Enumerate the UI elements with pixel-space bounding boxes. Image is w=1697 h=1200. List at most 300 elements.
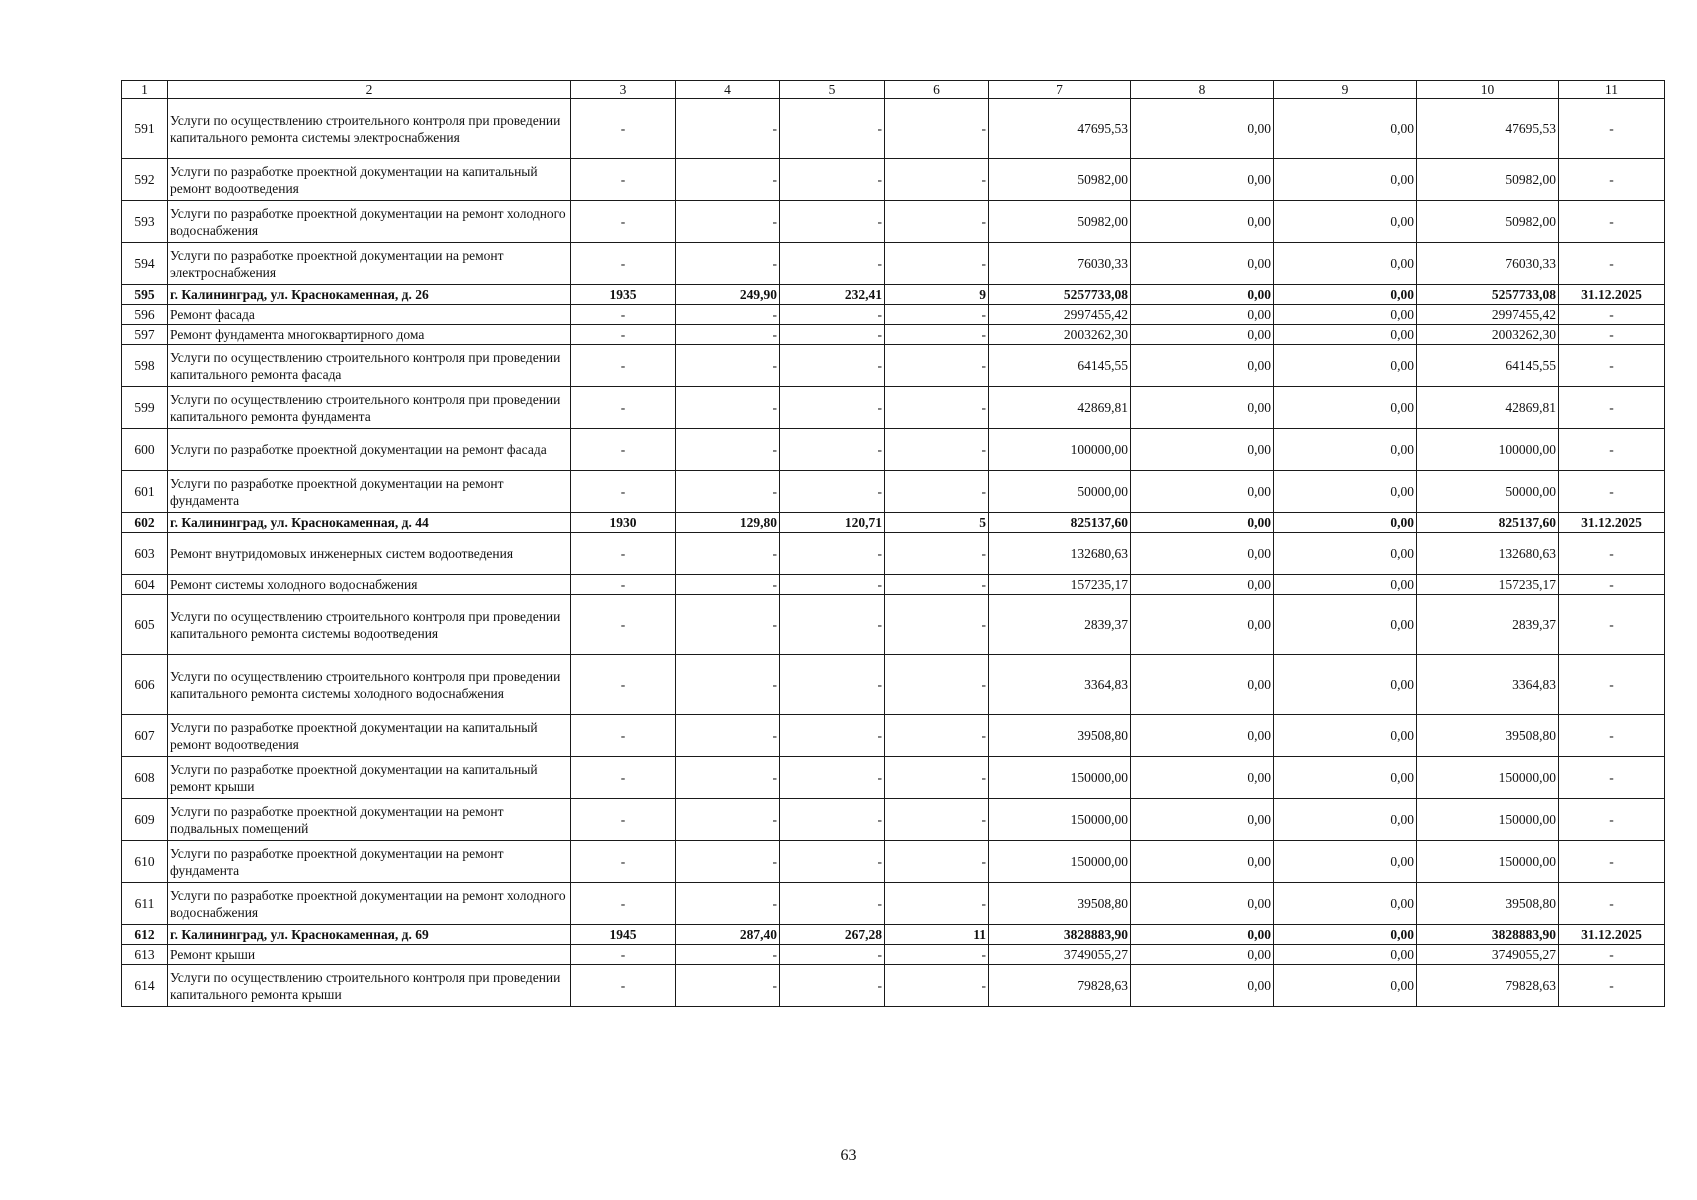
build-year-cell: - <box>571 305 676 325</box>
col-6-cell: - <box>885 655 989 715</box>
build-year-cell: - <box>571 325 676 345</box>
col-8-cell: 0,00 <box>1131 841 1274 883</box>
col-10-cell: 3749055,27 <box>1417 945 1559 965</box>
col-6-cell: - <box>885 201 989 243</box>
col-6-cell: - <box>885 757 989 799</box>
col-10-cell: 42869,81 <box>1417 387 1559 429</box>
col-5-cell: - <box>780 841 885 883</box>
build-year-cell: - <box>571 345 676 387</box>
total-cost-cell: 50000,00 <box>989 471 1131 513</box>
col-8-cell: 0,00 <box>1131 757 1274 799</box>
row-number: 613 <box>122 945 168 965</box>
build-year-cell: - <box>571 575 676 595</box>
col-9-cell: 0,00 <box>1274 325 1417 345</box>
row-number: 609 <box>122 799 168 841</box>
col-9-cell: 0,00 <box>1274 595 1417 655</box>
build-year-cell: - <box>571 655 676 715</box>
col-9-cell: 0,00 <box>1274 757 1417 799</box>
row-number: 599 <box>122 387 168 429</box>
column-number-row <box>122 81 1665 99</box>
table-row <box>122 471 1665 513</box>
completion-date-cell: - <box>1559 883 1665 925</box>
col-10-cell: 50000,00 <box>1417 471 1559 513</box>
table-row <box>122 799 1665 841</box>
total-cost-cell: 76030,33 <box>989 243 1131 285</box>
completion-date-cell: - <box>1559 99 1665 159</box>
col-4-cell: - <box>676 533 780 575</box>
table-row <box>122 201 1665 243</box>
col-5-cell: - <box>780 99 885 159</box>
col-9-cell: 0,00 <box>1274 533 1417 575</box>
row-number: 600 <box>122 429 168 471</box>
table-row <box>122 575 1665 595</box>
col-5-cell: - <box>780 715 885 757</box>
col-9-cell: 0,00 <box>1274 345 1417 387</box>
table-row <box>122 757 1665 799</box>
completion-date-cell: 31.12.2025 <box>1559 513 1665 533</box>
col-4-cell: - <box>676 345 780 387</box>
col-10-cell: 150000,00 <box>1417 799 1559 841</box>
total-cost-cell: 5257733,08 <box>989 285 1131 305</box>
col-4-cell: - <box>676 945 780 965</box>
work-description: Услуги по разработке проектной документации на ремонт подвальных помещений <box>168 799 571 841</box>
build-year-cell: - <box>571 243 676 285</box>
col-9-cell: 0,00 <box>1274 159 1417 201</box>
col-9-cell: 0,00 <box>1274 305 1417 325</box>
col-8-cell: 0,00 <box>1131 513 1274 533</box>
col-5-cell: - <box>780 883 885 925</box>
col-9-cell: 0,00 <box>1274 655 1417 715</box>
col-6-cell: - <box>885 305 989 325</box>
col-6-cell: - <box>885 243 989 285</box>
row-number: 611 <box>122 883 168 925</box>
row-number: 597 <box>122 325 168 345</box>
work-description: Услуги по разработке проектной документации на капитальный ремонт водоотведения <box>168 715 571 757</box>
col-9-cell: 0,00 <box>1274 945 1417 965</box>
col-6-cell: - <box>885 471 989 513</box>
work-description: Услуги по разработке проектной документации на ремонт холодного водоснабжения <box>168 201 571 243</box>
col-4-cell: - <box>676 595 780 655</box>
col-9-cell: 0,00 <box>1274 575 1417 595</box>
build-year-cell: - <box>571 883 676 925</box>
total-cost-cell: 79828,63 <box>989 965 1131 1007</box>
table-row <box>122 243 1665 285</box>
col-9-cell: 0,00 <box>1274 387 1417 429</box>
row-number: 591 <box>122 99 168 159</box>
table-row <box>122 325 1665 345</box>
completion-date-cell: - <box>1559 471 1665 513</box>
col-9-cell: 0,00 <box>1274 883 1417 925</box>
col-6-cell: - <box>885 533 989 575</box>
address-row <box>122 285 1665 305</box>
col-6-cell: 5 <box>885 513 989 533</box>
total-cost-cell: 64145,55 <box>989 345 1131 387</box>
total-cost-cell: 3364,83 <box>989 655 1131 715</box>
completion-date-cell: - <box>1559 159 1665 201</box>
col-10-cell: 39508,80 <box>1417 883 1559 925</box>
col-9-cell: 0,00 <box>1274 841 1417 883</box>
table-row <box>122 715 1665 757</box>
col-5-cell: - <box>780 429 885 471</box>
build-year-cell: - <box>571 99 676 159</box>
total-cost-cell: 2839,37 <box>989 595 1131 655</box>
column-number: 7 <box>989 81 1131 99</box>
work-description: г. Калининград, ул. Краснокаменная, д. 44 <box>168 513 571 533</box>
col-9-cell: 0,00 <box>1274 99 1417 159</box>
completion-date-cell: - <box>1559 757 1665 799</box>
col-4-cell: - <box>676 841 780 883</box>
col-4-cell: - <box>676 965 780 1007</box>
col-10-cell: 100000,00 <box>1417 429 1559 471</box>
completion-date-cell: 31.12.2025 <box>1559 285 1665 305</box>
col-5-cell: - <box>780 243 885 285</box>
col-8-cell: 0,00 <box>1131 533 1274 575</box>
column-number: 4 <box>676 81 780 99</box>
column-number: 1 <box>122 81 168 99</box>
work-description: Услуги по осуществлению строительного контроля при проведении капитального ремонта фасада <box>168 345 571 387</box>
row-number: 593 <box>122 201 168 243</box>
col-5-cell: - <box>780 575 885 595</box>
work-description: Услуги по разработке проектной документации на ремонт электроснабжения <box>168 243 571 285</box>
build-year-cell: - <box>571 945 676 965</box>
row-number: 592 <box>122 159 168 201</box>
completion-date-cell: - <box>1559 799 1665 841</box>
col-5-cell: 232,41 <box>780 285 885 305</box>
total-cost-cell: 2997455,42 <box>989 305 1131 325</box>
col-5-cell: - <box>780 387 885 429</box>
completion-date-cell: - <box>1559 715 1665 757</box>
col-9-cell: 0,00 <box>1274 513 1417 533</box>
completion-date-cell: - <box>1559 201 1665 243</box>
col-4-cell: - <box>676 305 780 325</box>
completion-date-cell: - <box>1559 429 1665 471</box>
work-description: Услуги по осуществлению строительного контроля при проведении капитального ремонта фундамента <box>168 387 571 429</box>
col-10-cell: 3364,83 <box>1417 655 1559 715</box>
col-10-cell: 39508,80 <box>1417 715 1559 757</box>
col-8-cell: 0,00 <box>1131 925 1274 945</box>
col-9-cell: 0,00 <box>1274 285 1417 305</box>
work-schedule-table <box>121 80 1665 1007</box>
table-row <box>122 965 1665 1007</box>
col-5-cell: - <box>780 655 885 715</box>
row-number: 610 <box>122 841 168 883</box>
col-4-cell: - <box>676 429 780 471</box>
col-6-cell: - <box>885 595 989 655</box>
work-description: Услуги по осуществлению строительного контроля при проведении капитального ремонта системы электроснабжения <box>168 99 571 159</box>
col-9-cell: 0,00 <box>1274 715 1417 757</box>
col-8-cell: 0,00 <box>1131 305 1274 325</box>
col-4-cell: 129,80 <box>676 513 780 533</box>
table-row <box>122 159 1665 201</box>
total-cost-cell: 150000,00 <box>989 799 1131 841</box>
address-row <box>122 925 1665 945</box>
total-cost-cell: 2003262,30 <box>989 325 1131 345</box>
build-year-cell: 1930 <box>571 513 676 533</box>
col-9-cell: 0,00 <box>1274 799 1417 841</box>
work-description: Услуги по осуществлению строительного контроля при проведении капитального ремонта системы холодного водоснабжения <box>168 655 571 715</box>
col-10-cell: 132680,63 <box>1417 533 1559 575</box>
col-4-cell: 249,90 <box>676 285 780 305</box>
col-6-cell: - <box>885 325 989 345</box>
completion-date-cell: - <box>1559 305 1665 325</box>
col-5-cell: - <box>780 201 885 243</box>
col-9-cell: 0,00 <box>1274 965 1417 1007</box>
row-number: 594 <box>122 243 168 285</box>
col-8-cell: 0,00 <box>1131 595 1274 655</box>
col-8-cell: 0,00 <box>1131 285 1274 305</box>
col-8-cell: 0,00 <box>1131 243 1274 285</box>
col-4-cell: - <box>676 201 780 243</box>
col-4-cell: - <box>676 387 780 429</box>
column-number: 10 <box>1417 81 1559 99</box>
col-5-cell: - <box>780 533 885 575</box>
col-10-cell: 5257733,08 <box>1417 285 1559 305</box>
col-8-cell: 0,00 <box>1131 471 1274 513</box>
col-10-cell: 2003262,30 <box>1417 325 1559 345</box>
col-8-cell: 0,00 <box>1131 99 1274 159</box>
work-description: Услуги по осуществлению строительного контроля при проведении капитального ремонта системы водоотведения <box>168 595 571 655</box>
col-8-cell: 0,00 <box>1131 945 1274 965</box>
row-number: 595 <box>122 285 168 305</box>
row-number: 608 <box>122 757 168 799</box>
work-description: Услуги по разработке проектной документации на капитальный ремонт водоотведения <box>168 159 571 201</box>
col-8-cell: 0,00 <box>1131 201 1274 243</box>
row-number: 598 <box>122 345 168 387</box>
col-9-cell: 0,00 <box>1274 471 1417 513</box>
col-9-cell: 0,00 <box>1274 243 1417 285</box>
col-8-cell: 0,00 <box>1131 345 1274 387</box>
col-4-cell: - <box>676 243 780 285</box>
col-6-cell: - <box>885 575 989 595</box>
completion-date-cell: 31.12.2025 <box>1559 925 1665 945</box>
col-4-cell: 287,40 <box>676 925 780 945</box>
completion-date-cell: - <box>1559 575 1665 595</box>
column-number: 11 <box>1559 81 1665 99</box>
col-9-cell: 0,00 <box>1274 429 1417 471</box>
col-4-cell: - <box>676 575 780 595</box>
build-year-cell: - <box>571 159 676 201</box>
build-year-cell: - <box>571 715 676 757</box>
row-number: 604 <box>122 575 168 595</box>
total-cost-cell: 100000,00 <box>989 429 1131 471</box>
col-5-cell: - <box>780 799 885 841</box>
col-8-cell: 0,00 <box>1131 429 1274 471</box>
completion-date-cell: - <box>1559 243 1665 285</box>
col-8-cell: 0,00 <box>1131 883 1274 925</box>
col-5-cell: - <box>780 471 885 513</box>
col-10-cell: 150000,00 <box>1417 841 1559 883</box>
completion-date-cell: - <box>1559 945 1665 965</box>
col-6-cell: - <box>885 715 989 757</box>
table-row <box>122 841 1665 883</box>
row-number: 607 <box>122 715 168 757</box>
col-10-cell: 50982,00 <box>1417 201 1559 243</box>
completion-date-cell: - <box>1559 345 1665 387</box>
col-5-cell: - <box>780 595 885 655</box>
total-cost-cell: 3749055,27 <box>989 945 1131 965</box>
col-4-cell: - <box>676 99 780 159</box>
completion-date-cell: - <box>1559 387 1665 429</box>
col-8-cell: 0,00 <box>1131 387 1274 429</box>
build-year-cell: 1935 <box>571 285 676 305</box>
page-number: 63 <box>840 1147 857 1164</box>
table-row <box>122 883 1665 925</box>
build-year-cell: - <box>571 595 676 655</box>
completion-date-cell: - <box>1559 655 1665 715</box>
table-row <box>122 533 1665 575</box>
col-10-cell: 50982,00 <box>1417 159 1559 201</box>
row-number: 614 <box>122 965 168 1007</box>
col-5-cell: - <box>780 945 885 965</box>
col-10-cell: 76030,33 <box>1417 243 1559 285</box>
work-description: Услуги по разработке проектной документации на ремонт холодного водоснабжения <box>168 883 571 925</box>
table-row <box>122 387 1665 429</box>
completion-date-cell: - <box>1559 325 1665 345</box>
row-number: 603 <box>122 533 168 575</box>
col-6-cell: - <box>885 387 989 429</box>
col-10-cell: 79828,63 <box>1417 965 1559 1007</box>
work-description: Ремонт фасада <box>168 305 571 325</box>
col-4-cell: - <box>676 325 780 345</box>
col-6-cell: - <box>885 883 989 925</box>
table-row <box>122 655 1665 715</box>
col-8-cell: 0,00 <box>1131 655 1274 715</box>
row-number: 605 <box>122 595 168 655</box>
total-cost-cell: 47695,53 <box>989 99 1131 159</box>
total-cost-cell: 825137,60 <box>989 513 1131 533</box>
completion-date-cell: - <box>1559 965 1665 1007</box>
build-year-cell: - <box>571 799 676 841</box>
col-5-cell: 120,71 <box>780 513 885 533</box>
col-8-cell: 0,00 <box>1131 159 1274 201</box>
address-row <box>122 513 1665 533</box>
col-10-cell: 2839,37 <box>1417 595 1559 655</box>
col-6-cell: - <box>885 429 989 471</box>
build-year-cell: - <box>571 841 676 883</box>
build-year-cell: - <box>571 387 676 429</box>
col-6-cell: - <box>885 345 989 387</box>
completion-date-cell: - <box>1559 533 1665 575</box>
column-number: 3 <box>571 81 676 99</box>
build-year-cell: - <box>571 471 676 513</box>
table-row <box>122 595 1665 655</box>
col-6-cell: - <box>885 945 989 965</box>
total-cost-cell: 39508,80 <box>989 883 1131 925</box>
total-cost-cell: 132680,63 <box>989 533 1131 575</box>
col-4-cell: - <box>676 757 780 799</box>
col-5-cell: - <box>780 305 885 325</box>
table-row <box>122 345 1665 387</box>
table-row <box>122 305 1665 325</box>
total-cost-cell: 50982,00 <box>989 201 1131 243</box>
total-cost-cell: 42869,81 <box>989 387 1131 429</box>
work-description: Услуги по разработке проектной документации на ремонт фасада <box>168 429 571 471</box>
work-description: Ремонт фундамента многоквартирного дома <box>168 325 571 345</box>
col-6-cell: 11 <box>885 925 989 945</box>
col-10-cell: 64145,55 <box>1417 345 1559 387</box>
col-5-cell: - <box>780 965 885 1007</box>
build-year-cell: - <box>571 429 676 471</box>
column-number: 6 <box>885 81 989 99</box>
col-6-cell: - <box>885 159 989 201</box>
work-description: г. Калининград, ул. Краснокаменная, д. 26 <box>168 285 571 305</box>
col-6-cell: - <box>885 841 989 883</box>
col-6-cell: - <box>885 799 989 841</box>
row-number: 612 <box>122 925 168 945</box>
total-cost-cell: 157235,17 <box>989 575 1131 595</box>
col-8-cell: 0,00 <box>1131 325 1274 345</box>
col-9-cell: 0,00 <box>1274 925 1417 945</box>
col-10-cell: 47695,53 <box>1417 99 1559 159</box>
total-cost-cell: 150000,00 <box>989 757 1131 799</box>
build-year-cell: - <box>571 757 676 799</box>
col-10-cell: 2997455,42 <box>1417 305 1559 325</box>
col-10-cell: 825137,60 <box>1417 513 1559 533</box>
column-number: 2 <box>168 81 571 99</box>
col-10-cell: 157235,17 <box>1417 575 1559 595</box>
col-4-cell: - <box>676 159 780 201</box>
col-8-cell: 0,00 <box>1131 965 1274 1007</box>
work-description: Услуги по разработке проектной документации на капитальный ремонт крыши <box>168 757 571 799</box>
build-year-cell: 1945 <box>571 925 676 945</box>
col-4-cell: - <box>676 799 780 841</box>
col-5-cell: - <box>780 757 885 799</box>
col-5-cell: 267,28 <box>780 925 885 945</box>
total-cost-cell: 3828883,90 <box>989 925 1131 945</box>
col-10-cell: 150000,00 <box>1417 757 1559 799</box>
col-9-cell: 0,00 <box>1274 201 1417 243</box>
row-number: 602 <box>122 513 168 533</box>
col-5-cell: - <box>780 159 885 201</box>
col-10-cell: 3828883,90 <box>1417 925 1559 945</box>
work-description: Ремонт внутридомовых инженерных систем водоотведения <box>168 533 571 575</box>
work-description: Ремонт системы холодного водоснабжения <box>168 575 571 595</box>
col-8-cell: 0,00 <box>1131 715 1274 757</box>
total-cost-cell: 50982,00 <box>989 159 1131 201</box>
col-6-cell: - <box>885 99 989 159</box>
row-number: 596 <box>122 305 168 325</box>
col-4-cell: - <box>676 655 780 715</box>
col-4-cell: - <box>676 715 780 757</box>
column-number: 8 <box>1131 81 1274 99</box>
col-5-cell: - <box>780 345 885 387</box>
row-number: 601 <box>122 471 168 513</box>
col-8-cell: 0,00 <box>1131 799 1274 841</box>
completion-date-cell: - <box>1559 841 1665 883</box>
col-5-cell: - <box>780 325 885 345</box>
total-cost-cell: 39508,80 <box>989 715 1131 757</box>
col-8-cell: 0,00 <box>1131 575 1274 595</box>
completion-date-cell: - <box>1559 595 1665 655</box>
total-cost-cell: 150000,00 <box>989 841 1131 883</box>
row-number: 606 <box>122 655 168 715</box>
column-number: 9 <box>1274 81 1417 99</box>
table-row <box>122 945 1665 965</box>
table-body <box>122 81 1665 1007</box>
work-description: г. Калининград, ул. Краснокаменная, д. 69 <box>168 925 571 945</box>
table-row <box>122 99 1665 159</box>
column-number: 5 <box>780 81 885 99</box>
work-description: Услуги по разработке проектной документации на ремонт фундамента <box>168 841 571 883</box>
table-row <box>122 429 1665 471</box>
work-description: Ремонт крыши <box>168 945 571 965</box>
col-4-cell: - <box>676 883 780 925</box>
build-year-cell: - <box>571 533 676 575</box>
build-year-cell: - <box>571 965 676 1007</box>
work-description: Услуги по разработке проектной документации на ремонт фундамента <box>168 471 571 513</box>
build-year-cell: - <box>571 201 676 243</box>
work-description: Услуги по осуществлению строительного контроля при проведении капитального ремонта крыши <box>168 965 571 1007</box>
